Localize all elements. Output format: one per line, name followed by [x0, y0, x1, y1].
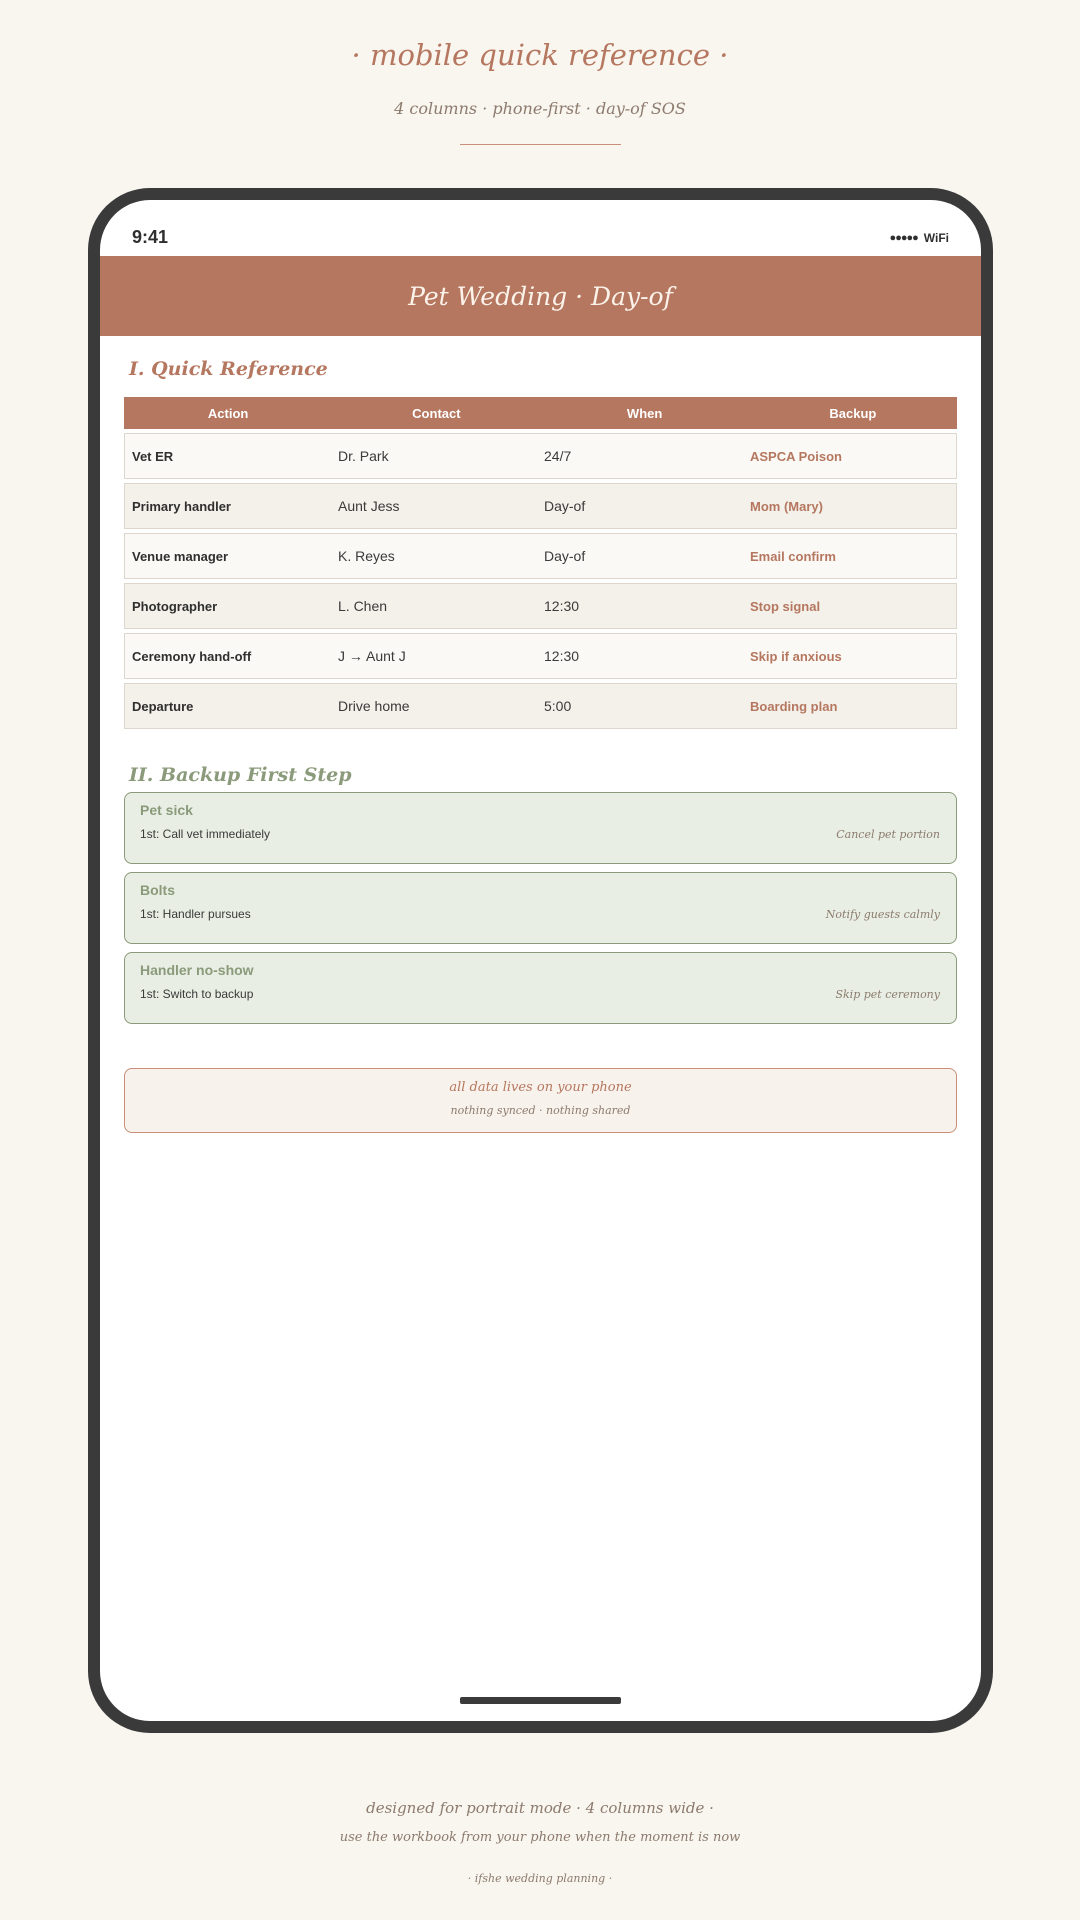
card-title: Handler no-show: [140, 962, 254, 978]
cell-contact: J → Aunt J: [338, 648, 406, 664]
cell-when: 12:30: [544, 648, 580, 664]
quick-reference-heading: I. Quick Reference: [129, 358, 328, 380]
card-alternative: Cancel pet portion: [836, 828, 940, 841]
status-indicators: [890, 231, 949, 245]
cell-when: 12:30: [544, 598, 580, 614]
privacy-note-sub: nothing synced · nothing shared: [450, 1104, 631, 1117]
column-header-action: Action: [207, 405, 249, 421]
backup-card-handler-no-show[interactable]: [124, 952, 957, 1024]
cell-backup: Skip if anxious: [750, 648, 842, 664]
card-first-step: 1st: Call vet immediately: [140, 827, 271, 841]
cell-contact: Dr. Park: [338, 448, 389, 464]
status-time: 9:41: [132, 227, 169, 247]
app-header: [100, 256, 981, 336]
privacy-note: [124, 1068, 957, 1133]
cell-when: 5:00: [544, 698, 572, 714]
cell-backup: Mom (Mary): [750, 498, 823, 514]
footer-line-1: designed for portrait mode · 4 columns wide ·: [366, 1799, 714, 1817]
header-divider: [460, 144, 621, 145]
phone-frame: [88, 188, 993, 1733]
cell-when: Day-of: [544, 498, 586, 514]
cell-action: Photographer: [132, 598, 218, 614]
table-row[interactable]: [124, 683, 957, 729]
app-title: Pet Wedding · Day-of: [408, 281, 673, 311]
footer-brand: · ifshe wedding planning ·: [467, 1872, 613, 1885]
table-row[interactable]: [124, 483, 957, 529]
cell-contact: Drive home: [338, 698, 410, 714]
column-header-contact: Contact: [412, 405, 461, 421]
wifi-label: WiFi: [923, 231, 949, 245]
backup-first-step-heading: II. Backup First Step: [129, 764, 352, 786]
cell-action: Primary handler: [132, 498, 231, 514]
cell-action: Ceremony hand-off: [132, 648, 252, 664]
cell-action: Venue manager: [132, 548, 229, 564]
table-row[interactable]: [124, 633, 957, 679]
table-row[interactable]: [124, 583, 957, 629]
cell-backup: Stop signal: [750, 598, 821, 614]
cell-backup: Email confirm: [750, 548, 836, 564]
footer-line-2: use the workbook from your phone when the moment is now: [339, 1830, 741, 1845]
cell-when: Day-of: [544, 548, 586, 564]
card-alternative: Skip pet ceremony: [835, 988, 940, 1001]
phone-screen: [100, 200, 981, 1721]
cell-backup: Boarding plan: [750, 698, 838, 714]
privacy-note-main: all data lives on your phone: [449, 1080, 632, 1095]
card-alternative: Notify guests calmly: [825, 908, 940, 921]
status-bar: [100, 200, 981, 256]
card-title: Bolts: [140, 882, 175, 898]
backup-card-bolts[interactable]: [124, 872, 957, 944]
signal-dots-icon: ●●●●●: [889, 232, 918, 244]
page-subtitle: 4 columns · phone-first · day-of SOS: [394, 99, 686, 118]
table-row[interactable]: [124, 533, 957, 579]
cell-contact: L. Chen: [338, 598, 388, 614]
page-title: · mobile quick reference ·: [351, 38, 729, 72]
card-first-step: 1st: Switch to backup: [140, 987, 254, 1001]
column-header-when: When: [626, 405, 663, 421]
cell-contact: K. Reyes: [338, 548, 395, 564]
cell-action: Vet ER: [132, 448, 174, 464]
table-row[interactable]: [124, 433, 957, 479]
column-header-backup: Backup: [829, 405, 877, 421]
quick-reference-table: [124, 397, 957, 729]
home-indicator[interactable]: [460, 1697, 621, 1704]
cell-contact: Aunt Jess: [338, 498, 400, 514]
backup-card-pet-sick[interactable]: [124, 792, 957, 864]
cell-when: 24/7: [544, 448, 572, 464]
card-title: Pet sick: [140, 802, 193, 818]
cell-backup: ASPCA Poison: [750, 448, 842, 464]
cell-action: Departure: [132, 698, 194, 714]
card-first-step: 1st: Handler pursues: [140, 907, 251, 921]
table-header: [124, 397, 957, 429]
